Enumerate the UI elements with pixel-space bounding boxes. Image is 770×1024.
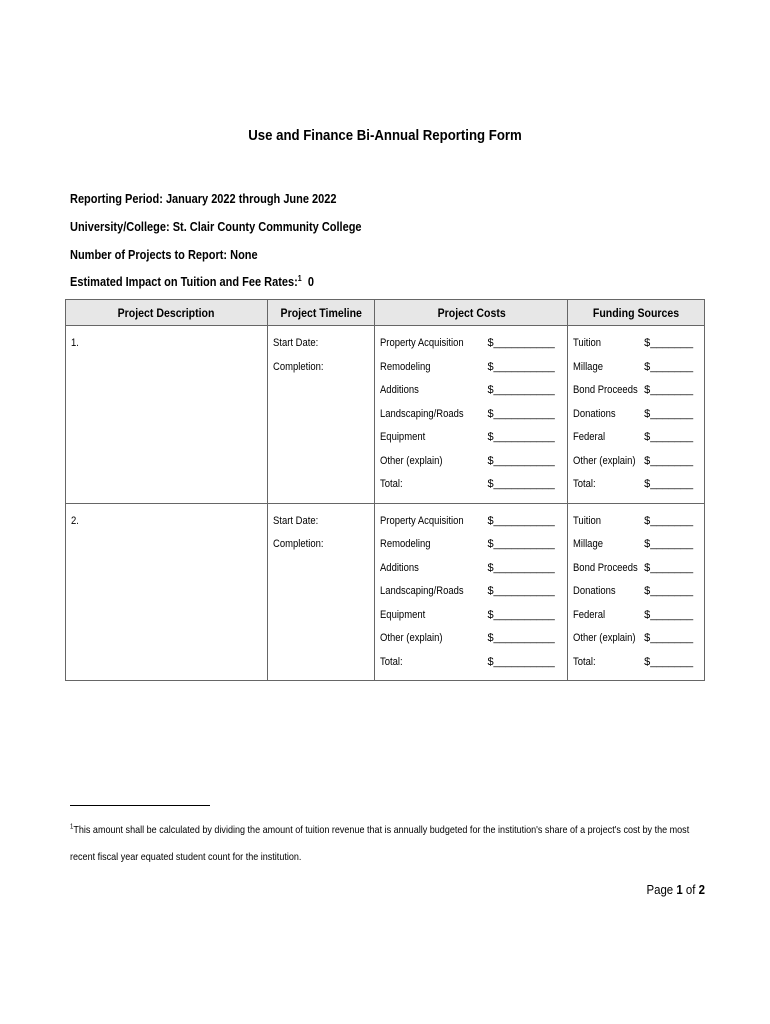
cost-amount-field[interactable]: $__________ — [487, 360, 555, 373]
header-project-timeline: Project Timeline — [267, 300, 375, 326]
funding-line: Millage $_______ — [573, 533, 704, 557]
total-pages: 2 — [698, 882, 705, 897]
funding-amount-field[interactable]: $_______ — [644, 585, 694, 597]
cost-line: Property Acquisition $__________ — [380, 510, 567, 534]
cost-amount-field[interactable]: $__________ — [487, 608, 555, 621]
cost-line: Remodeling $__________ — [380, 356, 567, 380]
university-college: University/College: St. Clair County Community College — [70, 220, 362, 234]
footnote-divider — [70, 805, 210, 806]
cost-amount-field[interactable]: $__________ — [487, 337, 555, 349]
cost-line: Additions $__________ — [380, 557, 567, 581]
cost-line: Equipment $__________ — [380, 426, 567, 450]
cost-total-line: Total: $__________ — [380, 473, 567, 497]
cost-line: Landscaping/Roads $__________ — [380, 403, 567, 427]
cost-amount-field[interactable]: $__________ — [487, 407, 555, 420]
cost-line: Additions $__________ — [380, 379, 567, 403]
funding-total-line: Total: $_______ — [573, 473, 704, 497]
cost-total-field[interactable]: $__________ — [487, 478, 555, 490]
project-row-2 — [66, 503, 705, 681]
funding-line: Other (explain) $_______ — [573, 450, 704, 474]
cost-amount-field[interactable]: $__________ — [487, 384, 555, 396]
cost-amount-field[interactable]: $__________ — [487, 454, 555, 467]
project-description-cell[interactable] — [66, 326, 268, 504]
completion-label: Completion: — [272, 360, 324, 373]
funding-amount-field[interactable]: $_______ — [644, 632, 694, 644]
funding-amount-field[interactable]: $_______ — [644, 337, 694, 349]
funding-line: Other (explain) $_______ — [573, 627, 704, 651]
project-timeline-cell — [267, 503, 375, 681]
project-costs-cell — [375, 326, 568, 504]
funding-amount-field[interactable]: $_______ — [644, 407, 694, 420]
funding-line: Tuition $_______ — [573, 510, 704, 534]
funding-line: Millage $_______ — [573, 356, 704, 380]
estimated-impact — [70, 275, 314, 289]
funding-amount-field[interactable]: $_______ — [644, 360, 694, 373]
funding-amount-field[interactable]: $_______ — [644, 431, 694, 443]
funding-line: Tuition $_______ — [573, 332, 704, 356]
project-costs-cell — [375, 503, 568, 681]
cost-amount-field[interactable]: $__________ — [487, 538, 555, 550]
cost-line: Other (explain) $__________ — [380, 627, 567, 651]
cost-amount-field[interactable]: $__________ — [487, 585, 555, 597]
funding-line: Bond Proceeds $_______ — [573, 557, 704, 581]
cost-line: Remodeling $__________ — [380, 533, 567, 557]
funding-total-field[interactable]: $_______ — [644, 478, 694, 490]
cost-line: Equipment $__________ — [380, 604, 567, 628]
cost-line: Other (explain) $__________ — [380, 450, 567, 474]
header-project-costs: Project Costs — [375, 300, 568, 326]
funding-amount-field[interactable]: $_______ — [644, 384, 694, 396]
funding-total-field[interactable]: $_______ — [644, 655, 694, 668]
estimated-impact-label: Estimated Impact on Tuition and Fee Rates: — [70, 275, 298, 289]
table-header-row — [66, 300, 705, 326]
cost-total-line: Total: $__________ — [380, 651, 567, 675]
cost-amount-field[interactable]: $__________ — [487, 632, 555, 644]
project-number: 2. — [71, 514, 79, 527]
footnote-reference: 1 — [297, 273, 302, 283]
cost-amount-field[interactable]: $__________ — [487, 514, 555, 527]
funding-line: Donations $_______ — [573, 580, 704, 604]
project-description-cell[interactable] — [66, 503, 268, 681]
project-row-1 — [66, 326, 705, 504]
funding-line: Donations $_______ — [573, 403, 704, 427]
number-of-projects: Number of Projects to Report: None — [70, 248, 258, 262]
page-number: Page 1 of 2 — [646, 882, 705, 897]
funding-amount-field[interactable]: $_______ — [644, 538, 694, 550]
funding-sources-cell — [568, 326, 705, 504]
header-project-description: Project Description — [66, 300, 268, 326]
form-title: Use and Finance Bi-Annual Reporting Form — [248, 127, 522, 144]
completion-label: Completion: — [272, 538, 324, 550]
funding-amount-field[interactable]: $_______ — [644, 514, 694, 527]
project-report-table — [65, 299, 705, 681]
start-date-label: Start Date: — [272, 514, 318, 527]
project-timeline-cell — [267, 326, 375, 504]
cost-line: Property Acquisition $__________ — [380, 332, 567, 356]
funding-sources-cell — [568, 503, 705, 681]
project-number: 1. — [71, 337, 79, 349]
funding-total-line: Total: $_______ — [573, 651, 704, 675]
header-funding-sources: Funding Sources — [568, 300, 705, 326]
cost-amount-field[interactable]: $__________ — [487, 431, 555, 443]
funding-line: Federal $_______ — [573, 426, 704, 450]
funding-amount-field[interactable]: $_______ — [644, 454, 694, 467]
reporting-period: Reporting Period: January 2022 through June 2022 — [70, 192, 337, 206]
footnote-text: This amount shall be calculated by dividing the amount of tuition revenue that is annually budgeted for the institution's share of a project's cost by the most recent fiscal year equated student count for the institution. — [70, 824, 690, 863]
funding-amount-field[interactable]: $_______ — [644, 608, 694, 621]
cost-amount-field[interactable]: $__________ — [487, 561, 555, 574]
cost-total-field[interactable]: $__________ — [487, 655, 555, 668]
funding-line: Federal $_______ — [573, 604, 704, 628]
funding-line: Bond Proceeds $_______ — [573, 379, 704, 403]
current-page: 1 — [676, 882, 683, 897]
footnote — [70, 817, 689, 871]
funding-amount-field[interactable]: $_______ — [644, 561, 694, 574]
footnote-mark: 1 — [70, 823, 74, 831]
start-date-label: Start Date: — [272, 337, 318, 349]
estimated-impact-value: 0 — [307, 275, 314, 289]
cost-line: Landscaping/Roads $__________ — [380, 580, 567, 604]
